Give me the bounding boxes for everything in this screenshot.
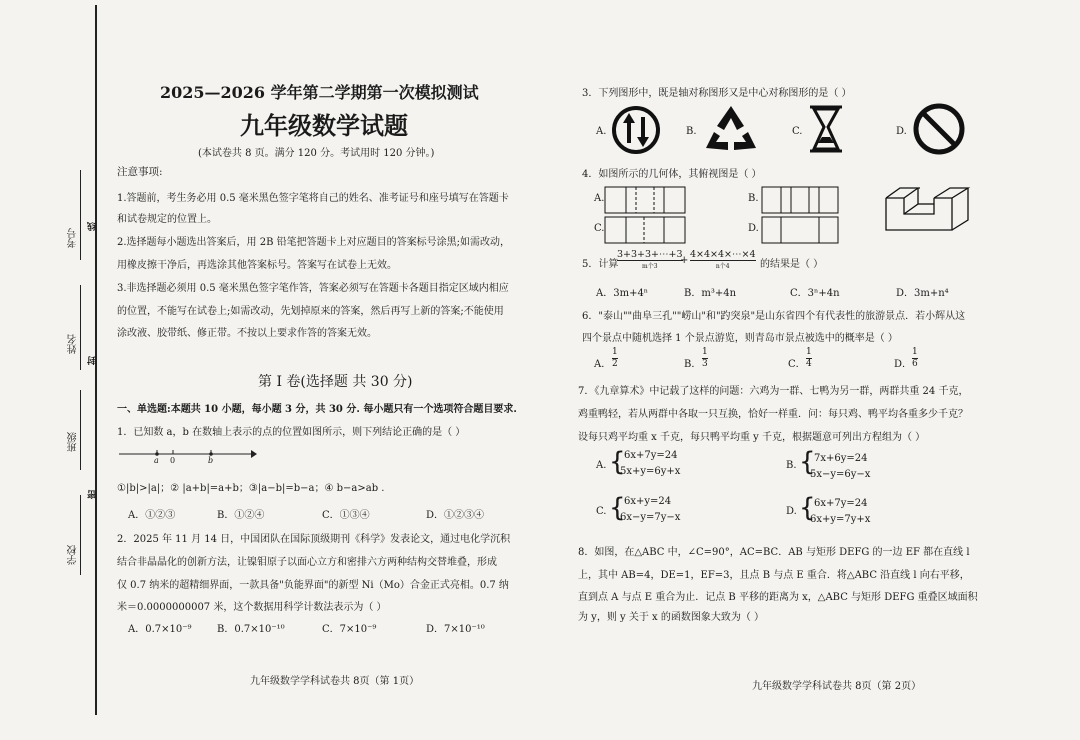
q7-brace-b: {: [799, 447, 816, 477]
q2-line: 2．2025 年 11 月 14 日，中国团队在国际顶级期刊《科学》发表论文，通过电化学沉积: [117, 534, 511, 545]
q8-line: 为 y，则 y 关于 x 的函数图象大致为（ ）: [578, 612, 765, 623]
binding-field-xuexiao: 学校: [68, 545, 79, 565]
binding-field-banji: 班级: [68, 432, 79, 452]
q1-number-line: [117, 445, 257, 471]
q4-label-b: B.: [748, 193, 759, 204]
q2-option-c: C．7×10⁻⁹: [322, 624, 377, 635]
q6-option-c-frac: [806, 347, 812, 370]
q6-option-a-label: A．: [594, 359, 612, 370]
q6-option-c-label: C．: [788, 359, 806, 370]
q5-num-2: 4×4×4×⋯×4: [690, 249, 756, 260]
exam-title: 2025—2026 学年第二学期第一次模拟测试: [160, 83, 479, 102]
q1-statements: ①|b|>|a|；② |a+b|=a+b；③|a−b|=b−a；④ b−a>ab .: [117, 483, 385, 494]
q7-brace-d: {: [799, 493, 816, 523]
q6-num: 1: [912, 347, 918, 357]
top-view-option-c: [604, 216, 686, 244]
q7-b-eq1: 7x+6y=24: [814, 453, 868, 464]
binding-field-xingming: 姓名: [68, 334, 79, 354]
q7-label-a: A.: [596, 460, 607, 471]
q1-option-c: C．①③④: [322, 510, 370, 521]
q7-label-b: B.: [786, 460, 797, 471]
q5-prefix: 5．计算: [582, 259, 619, 270]
q7-brace-a: {: [609, 447, 626, 477]
q3-stem: 3．下列图形中，既是轴对称图形又是中心对称图形的是（ ）: [582, 88, 852, 99]
note-line: 2.选择题每小题选出答案后，用 2B 铅笔把答题卡上对应题目的答案标号涂黑;如需改动，: [117, 237, 510, 248]
q6-line: 四个景点中随机选择 1 个景点游览，则青岛市景点被选中的概率是（ ）: [582, 333, 898, 344]
q7-line: 设每只鸡平均重 x 千克，每只鸭平均重 y 千克，根据题意可列出方程组为（ ）: [578, 432, 926, 443]
q2-option-a: A．0.7×10⁻⁹: [128, 624, 192, 635]
q8-line: 直到点 A 与点 E 重合为止．记点 B 平移的距离为 x，△ABC 与矩形 DEFG 重叠区域面积: [578, 592, 978, 603]
q7-b-eq2: 5x−y=6y−x: [810, 469, 871, 480]
binding-field-kaohao: 考号: [68, 228, 79, 248]
note-line: 和试卷规定的位置上。: [117, 214, 217, 225]
axis-arrow: [251, 450, 257, 458]
seal-char-mi: 密: [88, 490, 98, 499]
page2-footer: 九年级数学学科试卷共 8页（第 2页）: [752, 681, 922, 692]
solid-figure: [882, 184, 974, 236]
section-title: 第 I 卷(选择题 共 30 分): [258, 374, 413, 390]
q3-label-d: D.: [896, 126, 907, 137]
q8-line: 8．如图，在△ABC 中，∠C=90°，AC=BC．AB 与矩形 DEFG 的一边 EF 都在直线 l: [578, 547, 970, 558]
q6-option-d-frac: [912, 347, 918, 370]
page1-footer: 九年级数学学科试卷共 8页（第 1页）: [250, 676, 420, 687]
q5-option-b: B．m³+4n: [684, 288, 737, 299]
q6-option-b-frac: [702, 347, 708, 370]
exam-subtitle: 九年级数学试题: [240, 111, 408, 140]
note-line: 用橡皮擦干净后，再选涂其他答案标号。答案写在试卷上无效。: [117, 260, 397, 271]
q1-stem: 1．已知数 a，b 在数轴上表示的点的位置如图所示，则下列结论正确的是（ ）: [117, 427, 466, 438]
q3-label-c: C.: [792, 126, 803, 137]
q1-option-b: B．①②④: [217, 510, 265, 521]
q5-plus: +: [680, 255, 689, 266]
q1-option-a: A．①②③: [128, 510, 176, 521]
q7-d-eq1: 6x+7y=24: [814, 498, 868, 509]
q3-label-b: B.: [686, 126, 697, 137]
q7-line: 7．《九章算术》中记载了这样的问题：六鸡为一群、七鸭为另一群，两群共重 24 千克，: [578, 386, 969, 397]
q2-line: 结合非晶晶化的创新方法，让镍钼原子以面心立方和密排六方两种结构交替堆叠，形成: [117, 557, 497, 568]
q2-option-d: D．7×10⁻¹⁰: [426, 624, 485, 635]
axis-label-a: a: [154, 456, 159, 465]
q6-den: 6: [912, 359, 918, 369]
exam-info: (本试卷共 8 页。满分 120 分。考试用时 120 分钟。): [198, 148, 435, 159]
q6-den: 4: [806, 359, 812, 369]
seal-char-feng: 封: [88, 356, 98, 365]
q7-label-c: C.: [596, 506, 607, 517]
seal-char-xian: 线: [88, 222, 98, 231]
q6-den: 3: [702, 359, 708, 369]
q5-option-c: C．3ⁿ+4n: [790, 288, 840, 299]
axis-label-b: b: [208, 456, 214, 465]
q6-den: 2: [612, 359, 618, 369]
q6-num: 1: [702, 347, 708, 357]
note-line: 涂改液、胶带纸、修正带。不按以上要求作答的答案无效。: [117, 328, 377, 339]
blank-line: [80, 170, 81, 260]
q6-option-b-label: B．: [684, 359, 702, 370]
prohibition-sign-icon: [912, 102, 966, 156]
q6-option-a-frac: [612, 347, 618, 370]
q1-option-d: D．①②③④: [426, 510, 485, 521]
q5-den-2: n个4: [690, 260, 756, 270]
section-instructions: 一、单选题:本题共 10 小题，每小题 3 分，共 30 分. 每小题只有一个选项符合题目要求.: [117, 404, 517, 415]
q7-c-eq1: 6x+y=24: [624, 496, 672, 507]
note-line: 1.答题前，考生务必用 0.5 毫米黑色签字笔将自己的姓名、准考证号和座号填写在答题卡: [117, 193, 509, 204]
q7-a-eq2: 5x+y=6y+x: [620, 466, 681, 477]
q7-brace-c: {: [609, 493, 626, 523]
q7-c-eq2: 6x−y=7y−x: [620, 512, 681, 523]
q4-label-d: D.: [748, 223, 759, 234]
q2-option-b: B．0.7×10⁻¹⁰: [217, 624, 285, 635]
q5-option-a: A．3m+4ⁿ: [596, 288, 649, 299]
q5-num-1: 3+3+3+⋯+3: [617, 249, 683, 260]
q5-option-d: D．3m+n⁴: [896, 288, 949, 299]
blank-line: [80, 390, 81, 470]
q7-d-eq2: 6x+y=7y+x: [810, 514, 871, 525]
q4-stem: 4．如图所示的几何体，其俯视图是（ ）: [582, 169, 762, 180]
q6-line: 6．"泰山""曲阜三孔""崂山"和"趵突泉"是山东省四个有代表性的旅游景点．若小辉从这: [582, 311, 966, 322]
q7-a-eq1: 6x+7y=24: [624, 450, 678, 461]
q5-fraction-1: [617, 249, 683, 270]
hourglass-icon: [806, 103, 846, 155]
q5-suffix: 的结果是（ ）: [760, 259, 824, 270]
blank-line: [80, 495, 81, 575]
q6-num: 1: [612, 347, 618, 357]
q3-label-a: A.: [596, 126, 607, 137]
q5-den-1: m个3: [617, 260, 683, 270]
axis-label-0: 0: [170, 456, 176, 465]
q2-line: 仅 0.7 纳米的超精细界面，一款具备"负能界面"的新型 Ni（Mo）合金正式亮相。0.7 纳: [117, 580, 509, 591]
q4-label-a: A.: [594, 193, 605, 204]
q5-fraction-2: [690, 249, 756, 270]
notes-heading: 注意事项:: [117, 166, 163, 178]
recycling-icon: [704, 104, 758, 154]
q7-line: 鸡重鸭轻，若从两群中各取一只互换，恰好一样重．问：每只鸡、鸭平均各重多少千克？: [578, 409, 968, 420]
q2-line: 米＝0.0000000007 米，这个数据用科学计数法表示为（ ）: [117, 602, 387, 613]
q8-line: 上，其中 AB=4，DE=1，EF=3，且点 B 与点 E 重合．将△ABC 沿直线 l 向右平移，: [578, 570, 970, 581]
no-overtaking-sign-icon: [611, 105, 661, 155]
note-line: 的位置，不能写在试卷上;如需改动，先划掉原来的答案，然后再写上新的答案;不能使用: [117, 306, 504, 317]
q4-label-c: C.: [594, 223, 605, 234]
top-view-option-b: [761, 186, 839, 214]
top-view-option-a: [604, 186, 686, 214]
q6-option-d-label: D．: [894, 359, 913, 370]
q7-label-d: D.: [786, 506, 797, 517]
blank-line: [80, 285, 81, 370]
note-line: 3.非选择题必须用 0.5 毫米黑色签字笔作答，答案必须写在答题卡各题目指定区域内相应: [117, 283, 509, 294]
top-view-option-d: [761, 216, 839, 244]
q6-num: 1: [806, 347, 812, 357]
